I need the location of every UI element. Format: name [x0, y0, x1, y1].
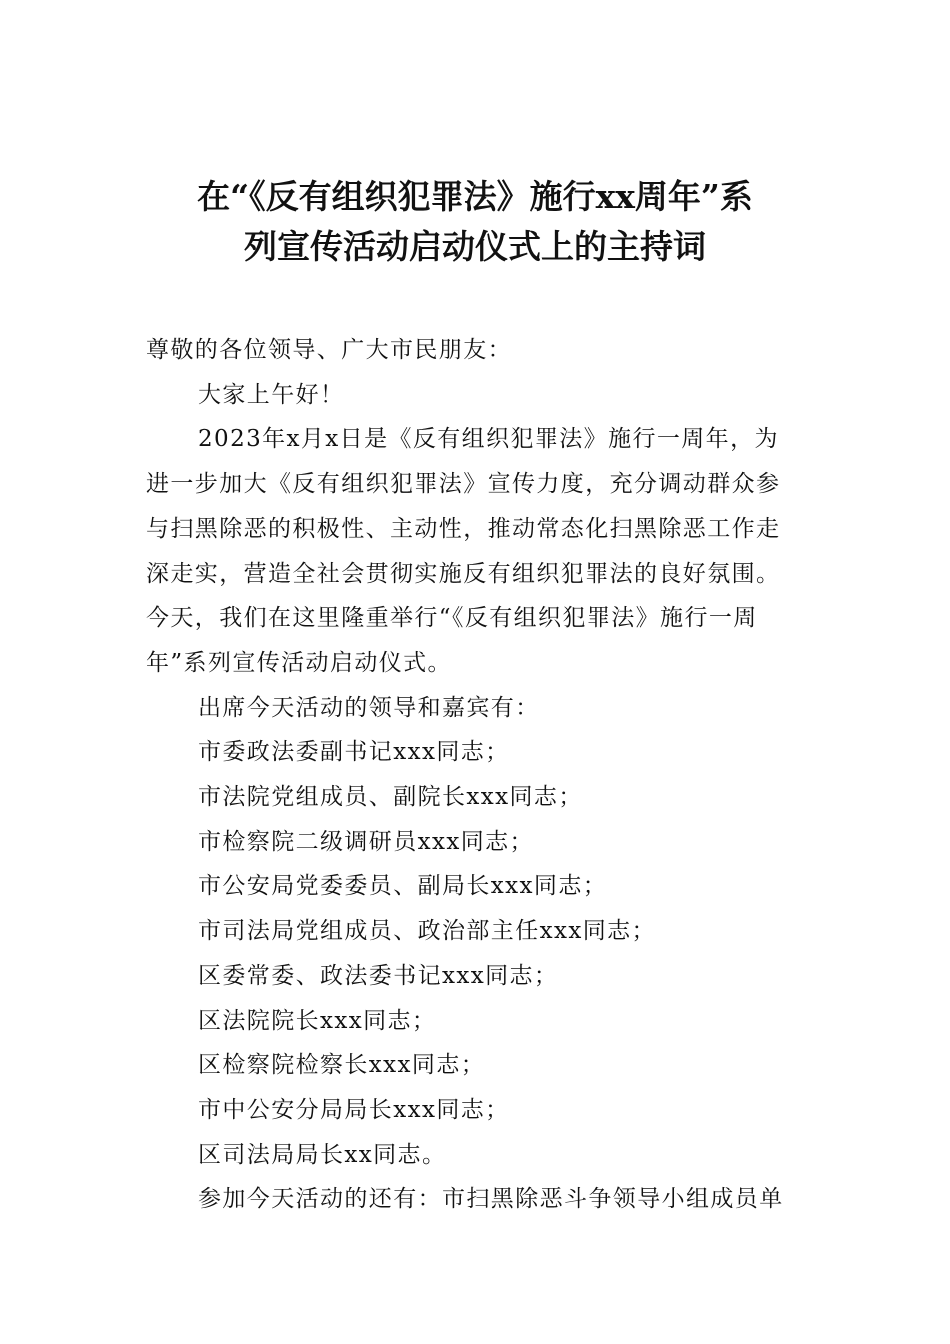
- guest-item: 市司法局党组成员、政治部主任xxx同志；: [198, 918, 656, 945]
- guest-item: 区司法局局长xx同志。: [198, 1141, 447, 1168]
- guest-list: [146, 730, 812, 1177]
- title-line-1: 在“《反有组织犯罪法》施行xx周年”系: [197, 177, 753, 216]
- guest-item: 区委常委、政法委书记xxx同志；: [198, 962, 559, 989]
- salutation: 尊敬的各位领导、广大市民朋友：: [146, 337, 512, 363]
- guest-item: 区检察院检察长xxx同志；: [198, 1052, 486, 1079]
- document-body: [146, 328, 812, 1222]
- greeting: 大家上午好！: [198, 381, 345, 408]
- intro-line: 深走实，营造全社会贯彻实施反有组织犯罪法的良好氛围。: [146, 560, 781, 587]
- intro-paragraph: [146, 417, 812, 685]
- guests-intro: 出席今天活动的领导和嘉宾有：: [198, 694, 540, 721]
- document-title: [140, 172, 810, 272]
- guest-item: 市检察院二级调研员xxx同志；: [198, 828, 534, 855]
- guest-item: 市中公安分局局长xxx同志；: [198, 1096, 510, 1123]
- intro-line: 进一步加大《反有组织犯罪法》宣传力度，充分调动群众参: [146, 471, 781, 498]
- intro-line: 年”系列宣传活动启动仪式。: [146, 649, 452, 676]
- guest-item: 市公安局党委委员、副局长xxx同志；: [198, 873, 608, 900]
- guest-item: 市委政法委副书记xxx同志；: [198, 739, 510, 766]
- guest-item: 市法院党组成员、副院长xxx同志；: [198, 784, 583, 811]
- title-line-2: 列宣传活动启动仪式上的主持词: [244, 227, 706, 266]
- guest-item: 区法院院长xxx同志；: [198, 1007, 437, 1034]
- intro-line: 与扫黑除恶的积极性、主动性，推动常态化扫黑除恶工作走: [146, 515, 781, 542]
- intro-line: 2023年x月x日是《反有组织犯罪法》施行一周年，为: [198, 426, 779, 453]
- intro-line: 今天，我们在这里隆重举行“《反有组织犯罪法》施行一周: [146, 605, 758, 632]
- closing-partial: 参加今天活动的还有：市扫黑除恶斗争领导小组成员单: [198, 1186, 784, 1213]
